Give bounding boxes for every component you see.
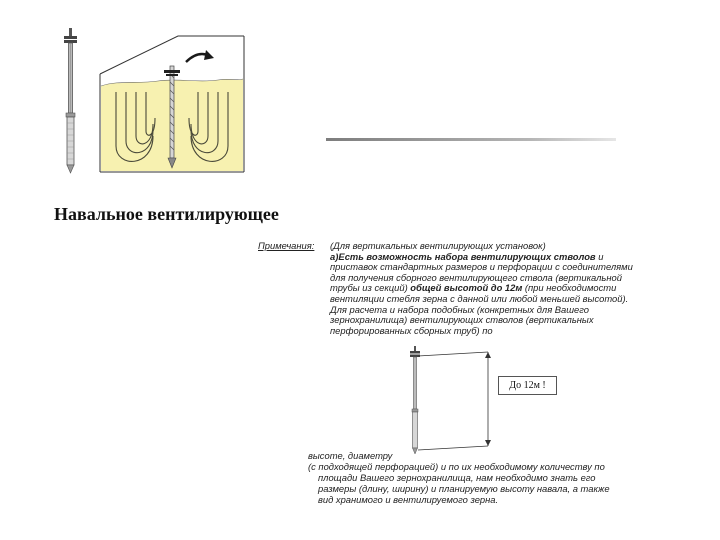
height-label: До 12м ! [498, 376, 557, 395]
notes-line: для получения сборного вентилирующего ствола (вертикальной [330, 271, 622, 283]
notes-line: площади Вашего зернохранилища, нам необходимо знать его [318, 472, 596, 483]
notes-line: вентиляции стебля зерна с данной или любой меньшей высотой). [330, 292, 629, 304]
notes-line: перфорированных сборных труб) по [330, 324, 493, 336]
notes-label: Примечания: [258, 240, 315, 251]
notes-line: (с подходящей перфорацией) и по их необходимому количеству по [308, 461, 605, 472]
bottom-notes-block [308, 450, 688, 505]
notes-line: трубы из секций) общей высотой до 12м (при необходимости [330, 282, 617, 294]
horizontal-divider [326, 138, 616, 141]
pole-height-diagram [404, 346, 494, 458]
notes-line: а)Есть возможность набора вентилирующих стволов и [330, 250, 604, 262]
notes-line: размеры (длину, ширину) и планируемую высоту навала, а также [318, 483, 610, 494]
notes-block [258, 241, 678, 336]
page-heading: Навальное вентилирующее [54, 204, 279, 224]
notes-line: приставок стандартных размеров и перфорации с соединителями [330, 261, 633, 273]
notes-line: вид хранимого и вентилируемого зерна. [318, 494, 499, 505]
notes-line: высоте, диаметру [308, 450, 393, 461]
notes-line: Для расчета и набора подобных (конкретных для Вашего [330, 303, 589, 315]
silo-cross-section-illustration [98, 26, 246, 176]
notes-line: (Для вертикальных вентилирующих установок) [330, 240, 546, 251]
notes-line: зернохранилища) вентилирующих стволов (вертикальных [330, 314, 594, 326]
aeration-pole-illustration [58, 28, 82, 174]
